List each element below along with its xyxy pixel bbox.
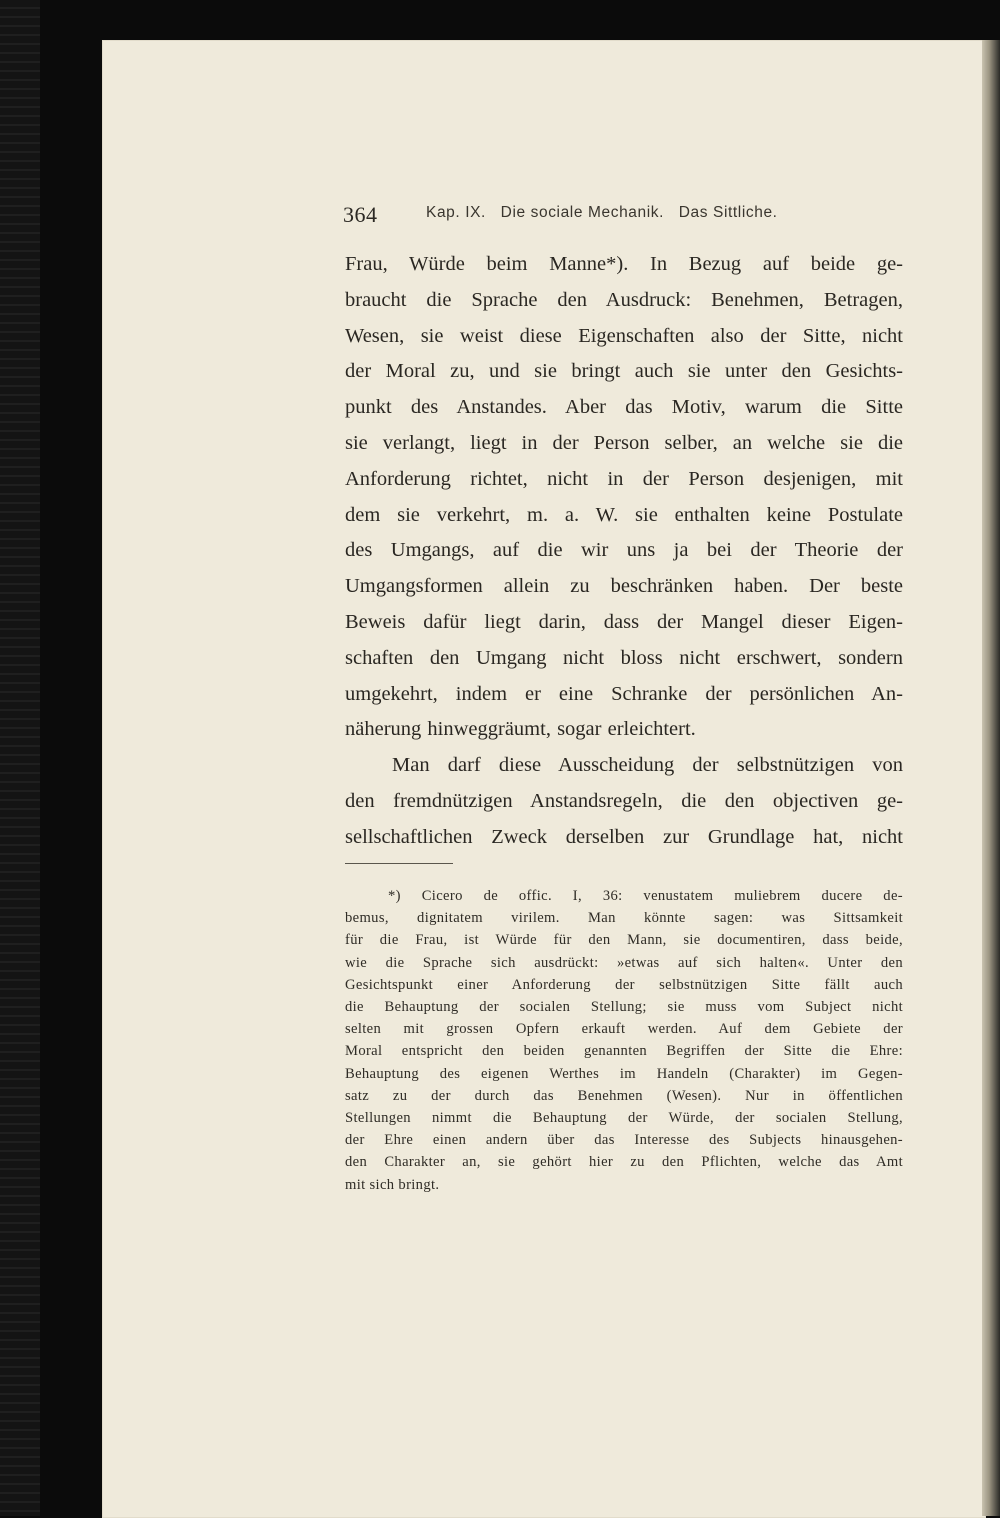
footnote-line: *) Cicero de offic. I, 36: venustatem muliebrem ducere de- (388, 888, 903, 904)
text-line: der Moral zu, und sie bringt auch sie unter den Gesichts- (345, 360, 903, 383)
text-line: näherung hinweggräumt, sogar erleichtert. (345, 718, 696, 741)
footnote-line: der Ehre einen andern über das Interesse des Subjects hinausgehen- (345, 1132, 903, 1149)
footnote (345, 885, 903, 1196)
text-line: Umgangsformen allein zu beschränken haben. Der beste (345, 575, 903, 598)
footnote-line: den Charakter an, sie gehört hier zu den Pflichten, welche das Amt (345, 1154, 903, 1171)
footnote-line: wie die Sprache sich ausdrückt: »etwas auf sich halten«. Unter den (345, 954, 903, 971)
footnote-line: bemus, dignitatem virilem. Man könnte sagen: was Sittsamkeit (345, 910, 903, 927)
text-line: dem sie verkehrt, m. a. W. sie enthalten keine Postulate (345, 503, 903, 526)
footnote-line: mit sich bringt. (345, 1176, 440, 1193)
main-text (345, 247, 903, 856)
footnote-line: Behauptung des eigenen Werthes im Handeln (Charakter) im Gegen- (345, 1065, 903, 1082)
footnote-line: selten mit grossen Opfern erkauft werden. Auf dem Gebiete der (345, 1021, 903, 1038)
page-number: 364 (343, 202, 378, 227)
text-line: umgekehrt, indem er eine Schranke der persönlichen An- (345, 682, 903, 705)
footnote-line: Moral entspricht den beiden genannten Begriffen der Sitte die Ehre: (345, 1043, 903, 1060)
page-edge-shadow (982, 40, 1000, 1516)
running-head-title: Kap. IX. Die sociale Mechanik. Das Sittliche. (426, 204, 778, 221)
text-line: Frau, Würde beim Manne*). In Bezug auf beide ge- (345, 253, 903, 275)
running-head (343, 200, 813, 232)
text-line: Anforderung richtet, nicht in der Person desjenigen, mit (345, 467, 903, 490)
text-line: des Umgangs, auf die wir uns ja bei der Theorie der (345, 539, 903, 562)
text-line: sie verlangt, liegt in der Person selber, an welche sie die (345, 431, 903, 454)
scan-background-edge (0, 0, 40, 1516)
text-line: Beweis dafür liegt darin, dass der Mangel dieser Eigen- (345, 610, 903, 633)
text-line: sellschaftlichen Zweck derselben zur Grundlage hat, nicht (345, 825, 903, 848)
footnote-line: für die Frau, ist Würde für den Mann, sie documentiren, dass beide, (345, 932, 903, 949)
text-line: punkt des Anstandes. Aber das Motiv, warum die Sitte (345, 396, 903, 419)
footnote-line: die Behauptung der socialen Stellung; sie muss vom Subject nicht (345, 999, 903, 1016)
paragraph-start-line: Man darf diese Ausscheidung der selbstnützigen von (392, 754, 903, 777)
footnote-line: Stellungen nimmt die Behauptung der Würde, der socialen Stellung, (345, 1110, 903, 1127)
footnote-divider (345, 863, 453, 864)
text-line: braucht die Sprache den Ausdruck: Benehmen, Betragen, (345, 288, 903, 311)
footnote-line: satz zu der durch das Benehmen (Wesen). Nur in öffentlichen (345, 1087, 903, 1104)
text-line: schaften den Umgang nicht bloss nicht erschwert, sondern (345, 646, 903, 669)
footnote-line: Gesichtspunkt einer Anforderung der selbstnützigen Sitte fällt auch (345, 976, 903, 993)
text-line: den fremdnützigen Anstandsregeln, die den objectiven ge- (345, 789, 903, 812)
text-line: Wesen, sie weist diese Eigenschaften also der Sitte, nicht (345, 324, 903, 347)
